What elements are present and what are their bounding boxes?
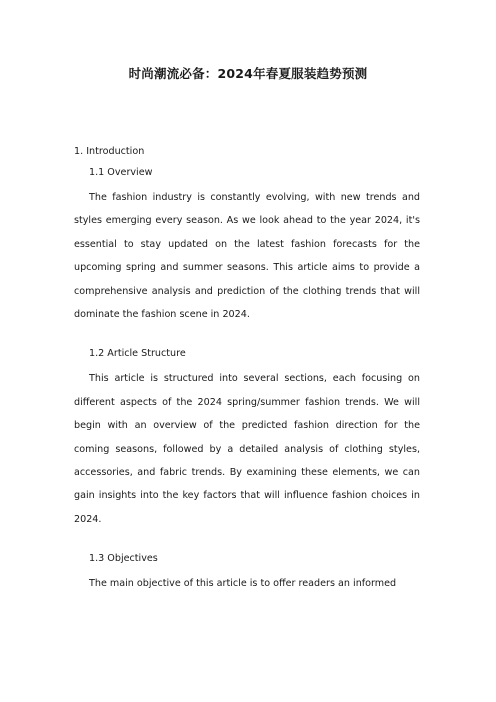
paragraph-overview: The fashion industry is constantly evolving, with new trends and styles emerging every season. As we look ahead to the year 2024, it's essential to stay updated on the latest fashion forecasts for the upcoming spring and summer seasons. This article aims to provide a comprehensive analysis and prediction of the clothing trends that will dominate the fashion scene in 2024. (74, 192, 420, 321)
document-body (74, 144, 420, 596)
subsection-heading-article-structure: 1.2 Article Structure (89, 348, 186, 360)
subsection-heading-objectives: 1.3 Objectives (89, 553, 158, 565)
subsection-heading-overview: 1.1 Overview (89, 167, 153, 178)
document-title: 时尚潮流必备：2024年春夏服装趋势预测 (128, 66, 368, 81)
paragraph-objectives: The main objective of this article is to offer readers an informed (89, 578, 397, 590)
paragraph-article-structure: This article is structured into several sections, each focusing on different aspects of the 2024 spring/summer fashion trends. We will begin with an overview of the predicted fashion direction for the coming seasons, followed by a detailed analysis of clothing styles, accessories, and fabric trends. By examining these elements, we can gain insights into the key factors that will influence fashion choices in 2024. (74, 373, 420, 525)
section-heading-introduction: 1. Introduction (74, 146, 145, 157)
